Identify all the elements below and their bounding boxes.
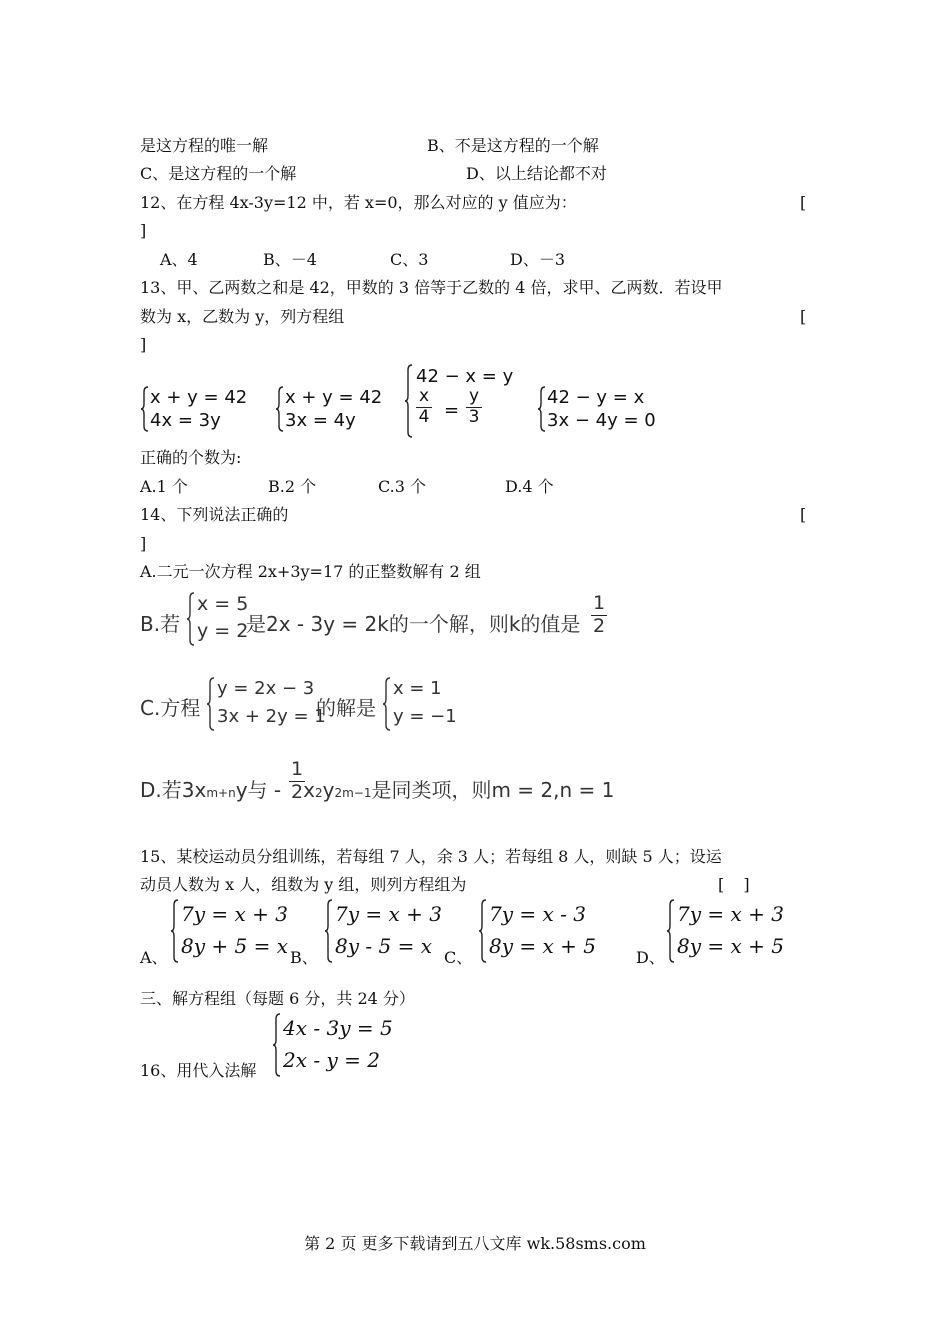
q13-option-a: A.1 个 (140, 477, 188, 496)
q13-bracket-close: ] (140, 335, 147, 354)
q14-bracket-close: ] (140, 534, 147, 553)
brace-icon (666, 899, 676, 963)
brace-icon (170, 899, 180, 963)
q15-system-c (478, 899, 598, 963)
q14-option-b-prefix: B.若 (140, 612, 181, 636)
q14-option-b-text: 是2x - 3y = 2k的一个解，则k的值是 (246, 612, 581, 636)
q13-system-1-eq2: 4x = 3y (150, 410, 221, 431)
q15-system-d (666, 899, 786, 963)
q16-eq2: 2x - y = 2 (283, 1048, 380, 1072)
q13-system-2-eq1: x + y = 42 (285, 387, 383, 408)
q13-stem-line2: 数为 x，乙数为 y，列方程组 (140, 307, 345, 326)
q14-option-d-tail: 是同类项，则m = 2,n = 1 (371, 778, 615, 802)
q14-option-d (140, 774, 614, 803)
q15-label-d: D、 (636, 948, 665, 967)
q13-bracket-open: [ (800, 307, 807, 326)
q14-option-d-exp2: 2 (314, 786, 323, 800)
footer-text: 第 2 页 更多下载请到五八文库 wk.58sms.com (304, 1234, 646, 1253)
q12-option-c: C、3 (390, 250, 429, 269)
q14-option-c-text: 的解是 (316, 696, 376, 720)
brace-icon (272, 1013, 282, 1077)
q13-option-d: D.4 个 (505, 477, 554, 496)
q13-stem-line1: 13、甲、乙两数之和是 42，甲数的 3 倍等于乙数的 4 倍，求甲、乙两数．若设甲 (140, 278, 723, 297)
q14-option-d-mid1: y与 - (235, 778, 282, 802)
q13-system-1-eq1: x + y = 42 (150, 387, 248, 408)
brace-icon (382, 677, 392, 731)
q13-system-3-fraction-left: x 4 (416, 388, 432, 427)
brace-icon (206, 677, 216, 731)
q12-option-b: B、－4 (263, 250, 317, 269)
q13-option-c: C.3 个 (378, 477, 427, 496)
q14-option-d-fraction: 1 2 (290, 758, 304, 803)
q13-system-3 (404, 364, 514, 438)
q13-system-4-eq2: 3x − 4y = 0 (547, 410, 656, 431)
q13-system-1 (140, 386, 250, 432)
q15-stem-line2: 动员人数为 x 人，组数为 y 组，则列方程组为 (140, 875, 467, 894)
q13-system-4-eq1: 42 − y = x (547, 387, 645, 408)
q11-option-d: D、以上结论都不对 (466, 164, 607, 183)
q14-option-c-solution (382, 677, 462, 731)
q14-stem: 14、下列说法正确的 (140, 505, 289, 524)
q12-bracket-open: [ (800, 193, 807, 212)
q14-option-c-eq1: y = 2x − 3 (217, 678, 315, 699)
q14-option-c-sol1: x = 1 (393, 678, 442, 699)
q11-option-c: C、是这方程的一个解 (140, 164, 297, 183)
q13-question: 正确的个数为: (140, 448, 242, 467)
q14-option-b-eq1: x = 5 (197, 593, 249, 615)
q12-option-d: D、－3 (510, 250, 566, 269)
q12-option-a: A、4 (160, 250, 198, 269)
q14-option-d-mid3: y (322, 778, 335, 802)
q15-label-c: C、 (444, 948, 473, 967)
q14-option-b-system (186, 592, 249, 646)
q14-option-d-exp3: 2m−1 (334, 786, 372, 800)
q13-option-b: B.2 个 (268, 477, 317, 496)
q15-system-b-eq1: 7y = x + 3 (335, 902, 442, 926)
q14-option-d-exp1: m+n (206, 786, 236, 800)
brace-icon (324, 899, 334, 963)
brace-icon (186, 592, 196, 646)
q14-option-c-prefix: C.方程 (140, 696, 201, 720)
q15-system-c-eq2: 8y = x + 5 (489, 934, 596, 958)
brace-icon (140, 386, 150, 432)
brace-icon (275, 386, 285, 432)
q14-option-c-system (206, 677, 326, 731)
section-3-title: 三、解方程组（每题 6 分，共 24 分） (140, 989, 415, 1008)
brace-icon (537, 386, 547, 432)
q16-eq1: 4x - 3y = 5 (283, 1016, 393, 1040)
q15-system-c-eq1: 7y = x - 3 (489, 902, 586, 926)
brace-icon (404, 364, 414, 438)
q12-bracket-close: ] (140, 221, 147, 240)
q11-option-b: B、不是这方程的一个解 (427, 136, 599, 155)
q15-system-a (170, 899, 290, 963)
q15-system-b-eq2: 8y - 5 = x (335, 934, 432, 958)
q13-system-2 (275, 386, 385, 432)
q16-label: 16、用代入法解 (140, 1061, 257, 1080)
brace-icon (478, 899, 488, 963)
q12-stem: 12、在方程 4x-3y=12 中，若 x=0，那么对应的 y 值应为： (140, 193, 577, 212)
q15-bracket: [ ] (718, 875, 750, 894)
q14-option-a: A.二元一次方程 2x+3y=17 的正整数解有 2 组 (140, 562, 481, 581)
q15-label-a: A、 (140, 948, 168, 967)
q14-option-d-prefix: D.若3x (140, 778, 207, 802)
q11-option-a: 是这方程的唯一解 (140, 136, 269, 155)
q14-option-c-sol2: y = −1 (393, 706, 457, 727)
q13-system-3-equals: = (444, 400, 460, 421)
q14-option-d-mid2: x (303, 778, 315, 802)
q16-system (272, 1013, 402, 1077)
q13-system-2-eq2: 3x = 4y (285, 410, 356, 431)
q13-system-4 (537, 386, 657, 432)
q14-option-c-eq2: 3x + 2y = 1 (217, 706, 326, 727)
q15-stem-line1: 15、某校运动员分组训练，若每组 7 人，余 3 人；若每组 8 人，则缺 5 人；设运 (140, 847, 722, 866)
q13-system-3-eq1: 42 − x = y (416, 366, 514, 387)
q15-system-d-eq2: 8y = x + 5 (677, 934, 784, 958)
q15-system-a-eq1: 7y = x + 3 (181, 902, 288, 926)
q14-bracket-open: [ (800, 505, 807, 524)
q15-system-a-eq2: 8y + 5 = x (181, 934, 288, 958)
q15-system-d-eq1: 7y = x + 3 (677, 902, 784, 926)
q13-system-3-fraction-right: y 3 (466, 388, 482, 427)
q14-option-b-eq2: y = 2 (197, 620, 249, 642)
q14-option-b-fraction: 1 2 (592, 592, 606, 637)
q15-system-b (324, 899, 444, 963)
q15-label-b: B、 (290, 948, 318, 967)
